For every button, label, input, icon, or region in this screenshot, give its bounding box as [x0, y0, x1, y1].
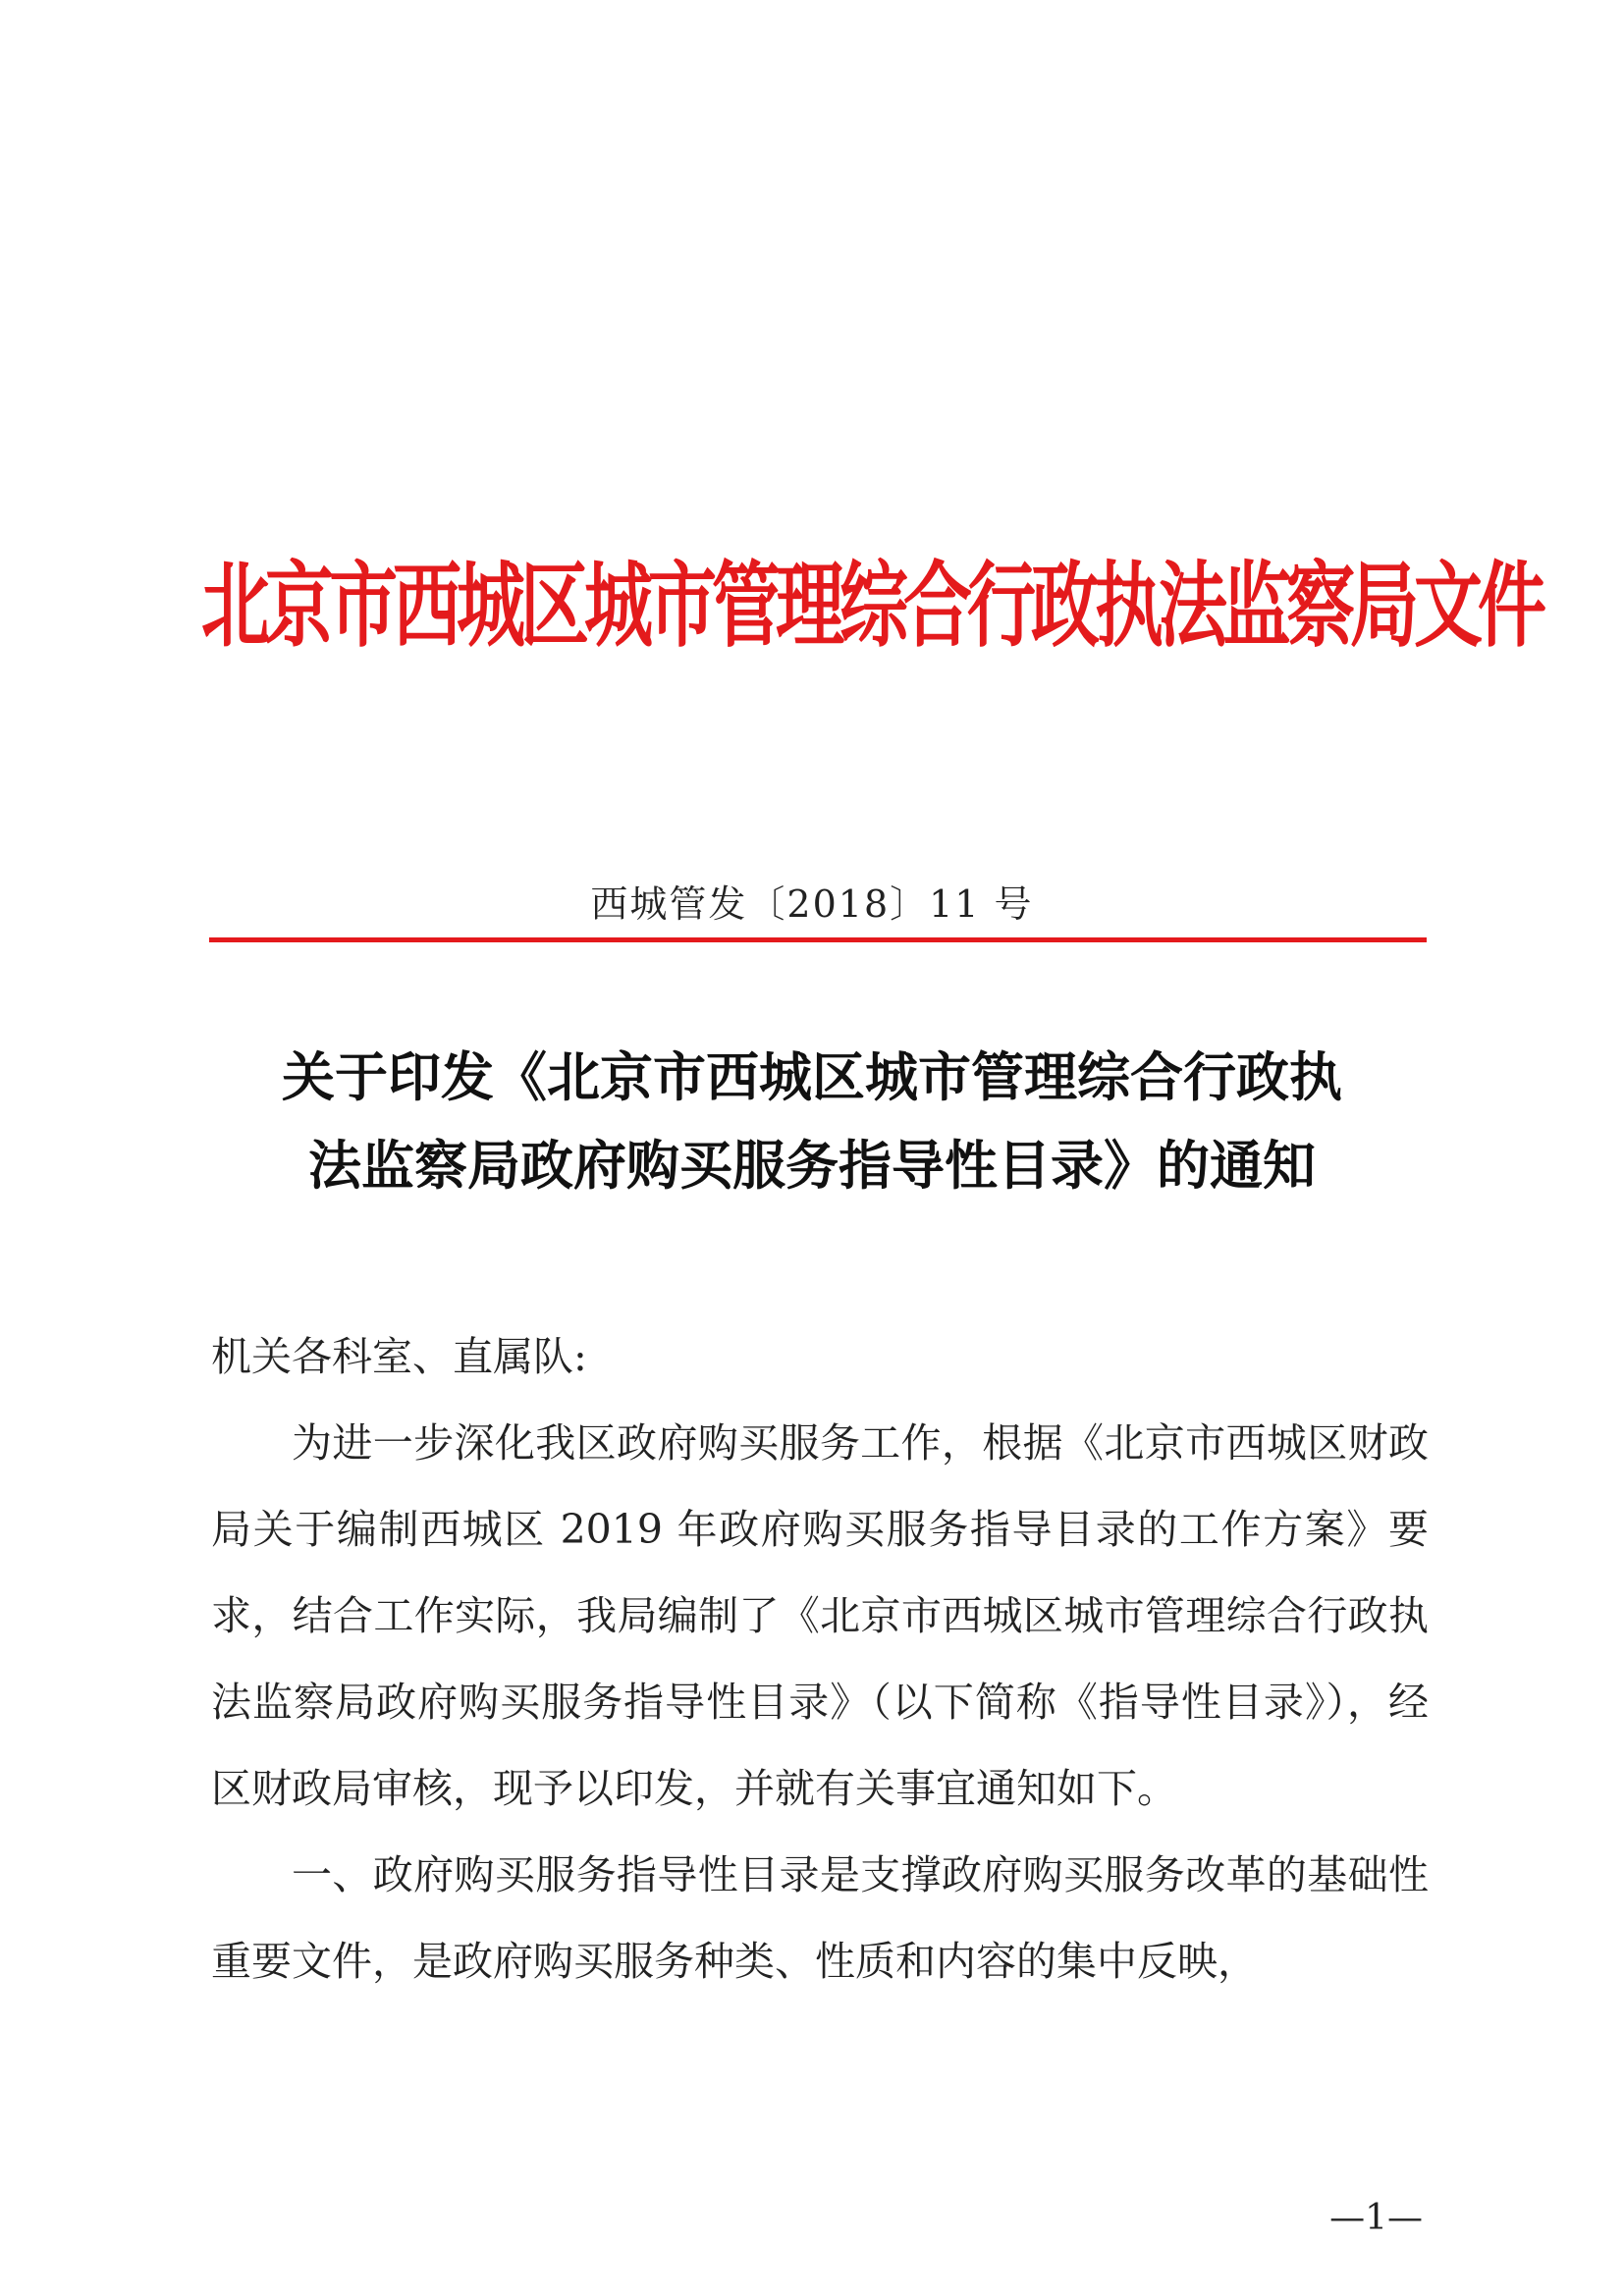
body-paragraph: 一、政府购买服务指导性目录是支撑政府购买服务改革的基础性重要文件，是政府购买服务种类、性质和内容的集中反映，	[211, 1851, 1429, 1985]
document-number: 西城管发〔2018〕11 号	[590, 882, 1034, 926]
body-paragraph: 为进一步深化我区政府购买服务工作，根据《北京市西城区财政局关于编制西城区 2019 年政府购买服务指导目录的工作方案》要求，结合工作实际，我局编制了《北京市西城区城市管理综合行政执法监察局政府购买服务指导性目录》（以下简称《指导性目录》），经区财政局审核，现予以印发，并就有关事宜通知如下。	[211, 1419, 1429, 1812]
notice-title	[196, 1033, 1428, 1209]
red-separator-line	[209, 937, 1427, 942]
notice-title-line-2: 法监察局政府购买服务指导性目录》的通知	[308, 1134, 1316, 1197]
notice-title-line-1: 关于印发《北京市西城区城市管理综合行政执	[282, 1045, 1342, 1108]
salutation: 机关各科室、直属队:	[211, 1333, 587, 1380]
document-body	[211, 1313, 1429, 2004]
page-number: —1—	[1329, 2198, 1423, 2238]
issuer-header-title: 北京市西城区城市管理综合行政执法监察局文件	[201, 550, 1542, 661]
